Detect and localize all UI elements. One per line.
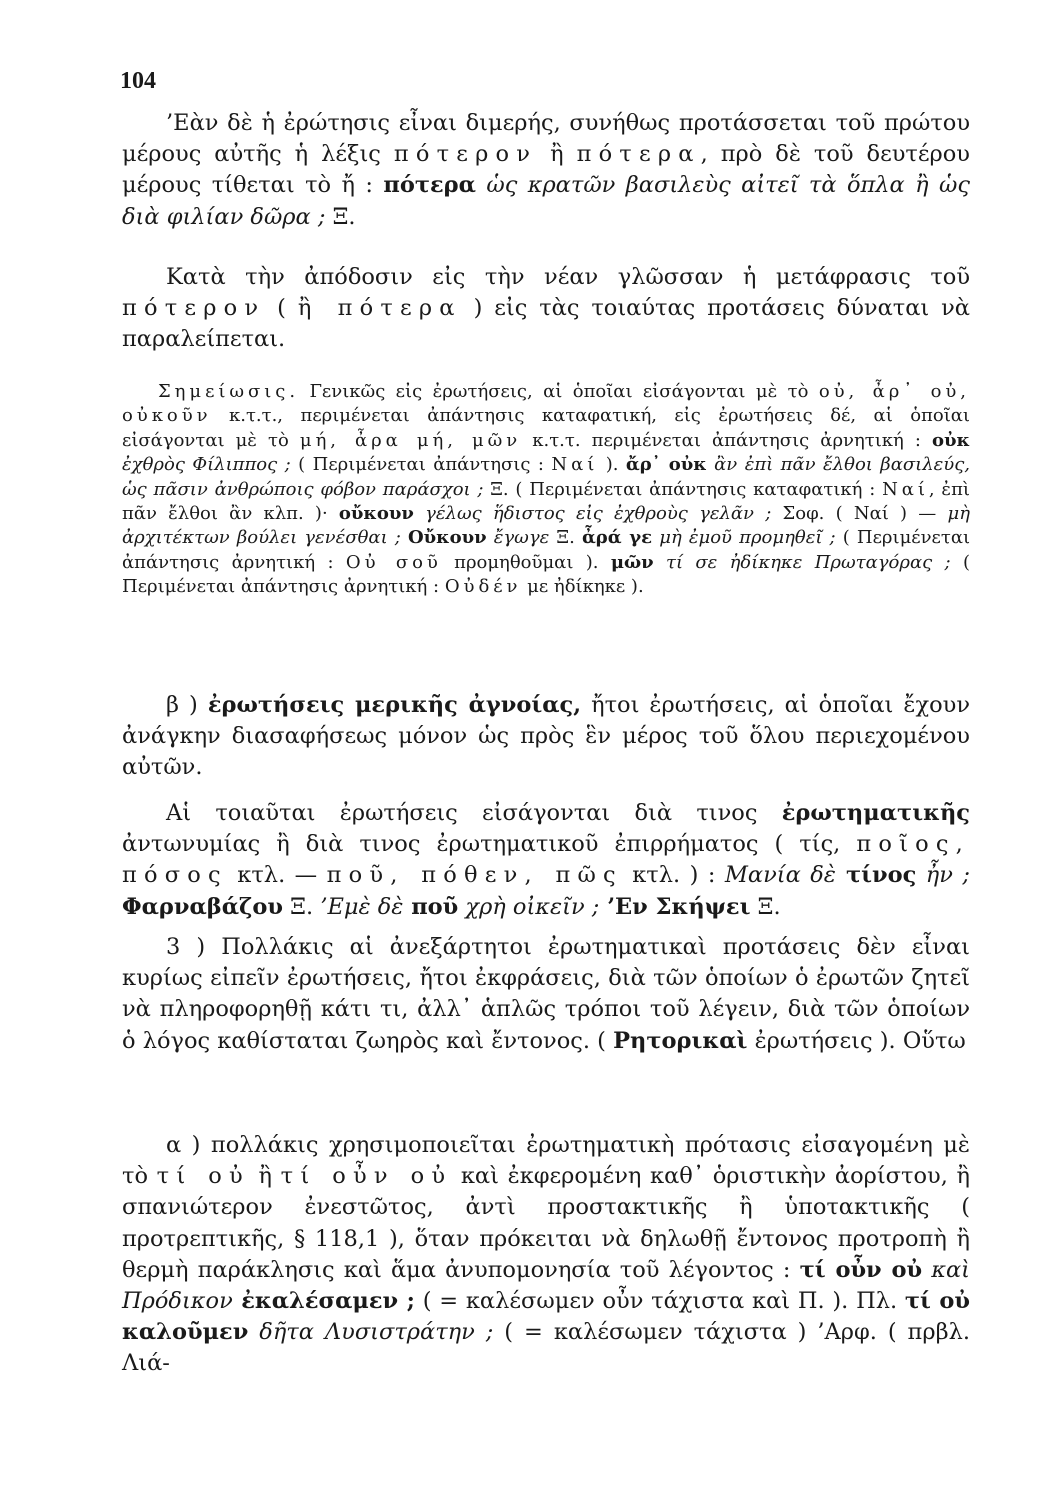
paragraph-partial-ignorance: β ) ἐρωτήσεις μερικῆς ἀγνοίας, ἤτοι ἐρωτήσεις, αἱ ὁποῖαι ἔχουν ἀνάγκην διασαφήσεως μόνον ὡς πρὸς ἓν μέρος τοῦ ὅλου περιεχομένου αὐτῶν. <box>122 692 970 781</box>
paragraph-interrogative-pronouns: Αἱ τοιαῦται ἐρωτήσεις εἰσάγονται διὰ τινος ἐρωτηματικῆς ἀντωνυμίας ἢ διὰ τινος ἐρωτηματικοῦ ἐπιρρήματος ( τίς, ποῖος, πόσος κτλ. — ποῦ, πόθεν, πῶς κτλ. ) : Μανία δὲ τίνος ἦν ; Φαρναβάζου Ξ. ’Εμὲ δὲ ποῦ χρὴ οἰκεῖν ; ’Εν Σκήψει Ξ. <box>122 800 970 920</box>
note-heading: Σημείωσις. <box>158 381 300 402</box>
paragraph-dual-question: ’Εὰν δὲ ἡ ἐρώτησις εἶναι διμερής, συνήθως προτάσσεται τοῦ πρώτου μέρους αὐτῆς ἡ λέξις πότερον ἢ πότερα, πρὸ δὲ τοῦ δευτέρου μέρους τίθεται τὸ ἤ : πότερα ὡς κρατῶν βασιλεὺς αἰτεῖ τὰ ὅπλα ἢ ὡς διὰ φιλίαν δῶρα ; Ξ. <box>122 110 970 230</box>
paragraph-exhortation: α ) πολλάκις χρησιμοποιεῖται ἐρωτηματικὴ πρότασις εἰσαγομένη μὲ τὸ τί οὐ ἢ τί οὖν οὐ καὶ ἐκφερομένη καθ᾽ ὁριστικὴν ἀορίστου, ἢ σπανιώτερον ἐνεστῶτος, ἀντὶ προστακτικῆς ἢ ὑποτακτικῆς ( προτρεπτικῆς, § 118,1 ), ὅταν πρόκειται νὰ δηλωθῇ ἔντονος προτροπὴ ἢ θερμὴ παράκλησις καὶ ἅμα ἀνυπομονησία τοῦ λέγοντος : τί οὖν οὐ καὶ Πρόδικον ἐκαλέσαμεν ; ( = καλέσωμεν οὖν τάχιστα καὶ Π. ). Πλ. τί οὐ καλοῦμεν δῆτα Λυσιστράτην ; ( = καλέσωμεν τάχιστα ) ’Αρφ. ( πρβλ. Λιά- <box>122 1132 971 1377</box>
page-number: 104 <box>120 68 156 94</box>
paragraph-rhetorical-questions: 3 ) Πολλάκις αἱ ἀνεξάρτητοι ἐρωτηματικαὶ προτάσεις δὲν εἶναι κυρίως εἰπεῖν ἐρωτήσεις, ἤτοι ἐκφράσεις, διὰ τῶν ὁποίων ὁ ἐρωτῶν ζητεῖ νὰ πληροφορηθῇ κάτι τι, ἀλλ᾽ ἁπλῶς τρόποι τοῦ λέγειν, διὰ τῶν ὁποίων ὁ λόγος καθίσταται ζωηρὸς καὶ ἔντονος. ( Ρητορικαὶ ἐρωτήσεις ). Οὕτω <box>122 934 970 1054</box>
note-block: Σημείωσις. Γενικῶς εἰς ἐρωτήσεις, αἱ ὁποῖαι εἰσάγονται μὲ τὸ οὐ, ἆρ᾽ οὐ, οὐκοῦν κ.τ.τ., περιμένεται ἀπάντησις καταφατική, εἰς ἐρωτήσεις δέ, αἱ ὁποῖαι εἰσάγονται μὲ τὸ μή, ἆρα μή, μῶν κ.τ.τ. περιμένεται ἀπάντησις ἀρνητική : οὐκ ἐχθρὸς Φίλιππος ; ( Περιμένεται ἀπάντησις : Ναί ). ἄρ᾽ οὐκ ἂν ἐπὶ πᾶν ἔλθοι βασιλεύς, ὡς πᾶσιν ἀνθρώποις φόβον παράσχοι ; Ξ. ( Περιμένεται ἀπάντησις καταφατική : Ναί, ἐπὶ πᾶν ἔλθοι ἂν κλπ. )· οὔκουν γέλως ἥδιστος εἰς ἐχθροὺς γελᾶν ; Σοφ. ( Ναί ) — μὴ ἀρχιτέκτων βούλει γενέσθαι ; Οὔκουν ἔγωγε Ξ. ἆρά γε μὴ ἐμοῦ προμηθεῖ ; ( Περιμένεται ἀπάντησις ἀρνητική : Οὐ σοῦ προμηθοῦμαι ). μῶν τί σε ἠδίκηκε Πρωταγόρας ; ( Περιμένεται ἀπάντησις ἀρνητική : Οὐδέν με ἠδίκηκε ). <box>122 381 971 598</box>
paragraph-translation-note: Κατὰ τὴν ἀπόδοσιν εἰς τὴν νέαν γλῶσσαν ἡ μετάφρασις τοῦ πότερον ( ἢ πότερα ) εἰς τὰς τοιαύτας προτάσεις δύναται νὰ παραλείπεται. <box>122 264 970 353</box>
